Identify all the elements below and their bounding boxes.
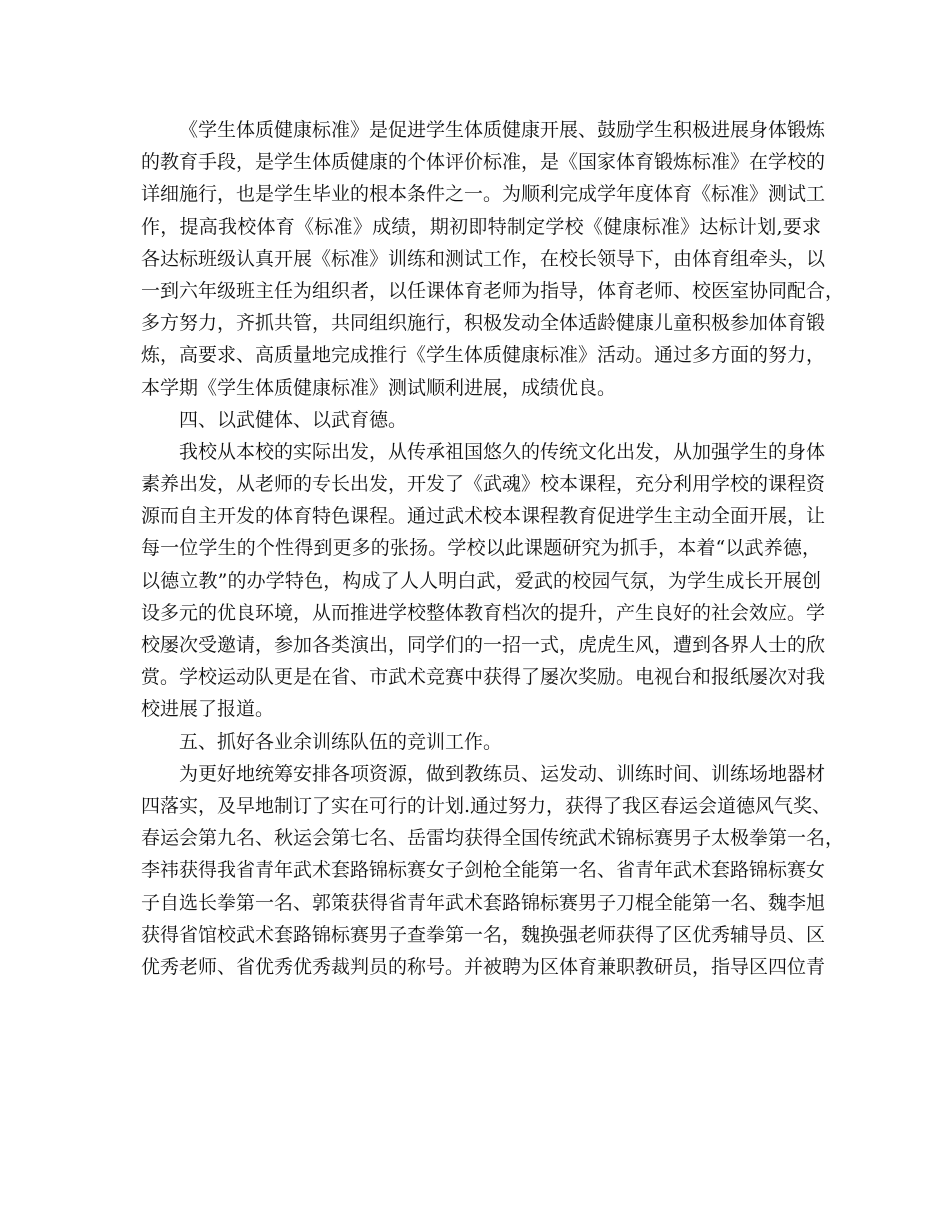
paragraph-line: 源而自主开发的体育特色课程。通过武术校本课程教育促进学生主动全面开展，让 (141, 505, 826, 528)
paragraph-line: 炼，高要求、高质量地完成推行《学生体质健康标准》活动。通过多方面的努力， (141, 344, 826, 367)
paragraph-line: 素养出发，从老师的专长出发，开发了《武魂》校本课程，充分利用学校的课程资 (141, 473, 826, 496)
paragraph-line: 赏。学校运动队更是在省、市武术竞赛中获得了屡次奖励。电视台和报纸屡次对我 (141, 666, 826, 689)
paragraph-line: 一到六年级班主任为组织者，以任课体育老师为指导，体育老师、校医室协同配合， (141, 279, 845, 302)
paragraph-line: 《学生体质健康标准》是促进学生体质健康开展、鼓励学生积极进展身体锻炼 (179, 119, 826, 141)
paragraph-line-last: 本学期《学生体质健康标准》测试顺利进展，成绩优良。 (141, 376, 617, 399)
paragraph-line: 设多元的优良环境，从而推进学校整体教育档次的提升，产生良好的社会效应。学 (141, 601, 826, 624)
paragraph-line: 以德立教”的办学特色，构成了人人明白武，爱武的校园气氛，为学生成长开展创 (141, 569, 821, 592)
document-body (141, 114, 845, 983)
section-heading: 五、抓好各业余训练队伍的竞训工作。 (179, 730, 503, 753)
paragraph-line: 获得省馆校武术套路锦标赛男子查拳第一名，魏换强老师获得了区优秀辅导员、区 (141, 923, 826, 946)
paragraph-line: 为更好地统筹安排各项资源，做到教练员、运发动、训练时间、训练场地器材 (179, 762, 826, 785)
section-heading: 四、以武健体、以武育德。 (179, 408, 408, 431)
paragraph-line: 子自选长拳第一名、郭策获得省青年武术套路锦标赛男子刀棍全能第一名、魏李旭 (141, 891, 826, 914)
paragraph-line: 每一位学生的个性得到更多的张扬。学校以此课题研究为抓手，本着“以武养德， (141, 537, 821, 560)
paragraph-line: 我校从本校的实际出发，从传承祖国悠久的传统文化出发，从加强学生的身体 (179, 440, 826, 463)
paragraph-line: 多方努力，齐抓共管，共同组织施行，积极发动全体适龄健康儿童积极参加体育锻 (141, 312, 826, 335)
paragraph-line: 四落实，及早地制订了实在可行的计划.通过努力，获得了我区春运会道德风气奖、 (141, 794, 832, 817)
paragraph-line: 详细施行，也是学生毕业的根本条件之一。为顺利完成学年度体育《标准》测试工 (141, 183, 826, 206)
paragraph-line: 作，提高我校体育《标准》成绩，期初即特制定学校《健康标准》达标计划,要求 (141, 215, 821, 238)
paragraph-line: 李祎获得我省青年武术套路锦标赛女子剑枪全能第一名、省青年武术套路锦标赛女 (141, 859, 826, 882)
paragraph-line: 校屡次受邀请，参加各类演出，同学们的一招一式，虎虎生风，遭到各界人士的欣 (141, 634, 826, 656)
paragraph-line: 春运会第九名、秋运会第七名、岳雷均获得全国传统武术锦标赛男子太极拳第一名， (141, 827, 845, 850)
paragraph-line: 各达标班级认真开展《标准》训练和测试工作，在校长领导下，由体育组牵头，以 (141, 247, 826, 270)
paragraph-line: 优秀老师、省优秀优秀裁判员的称号。并被聘为区体育兼职教研员，指导区四位青 (141, 955, 826, 978)
paragraph-line: 的教育手段，是学生体质健康的个体评价标准，是《国家体育锻炼标准》在学校的 (141, 151, 826, 174)
paragraph-line-last: 校进展了报道。 (141, 698, 275, 721)
